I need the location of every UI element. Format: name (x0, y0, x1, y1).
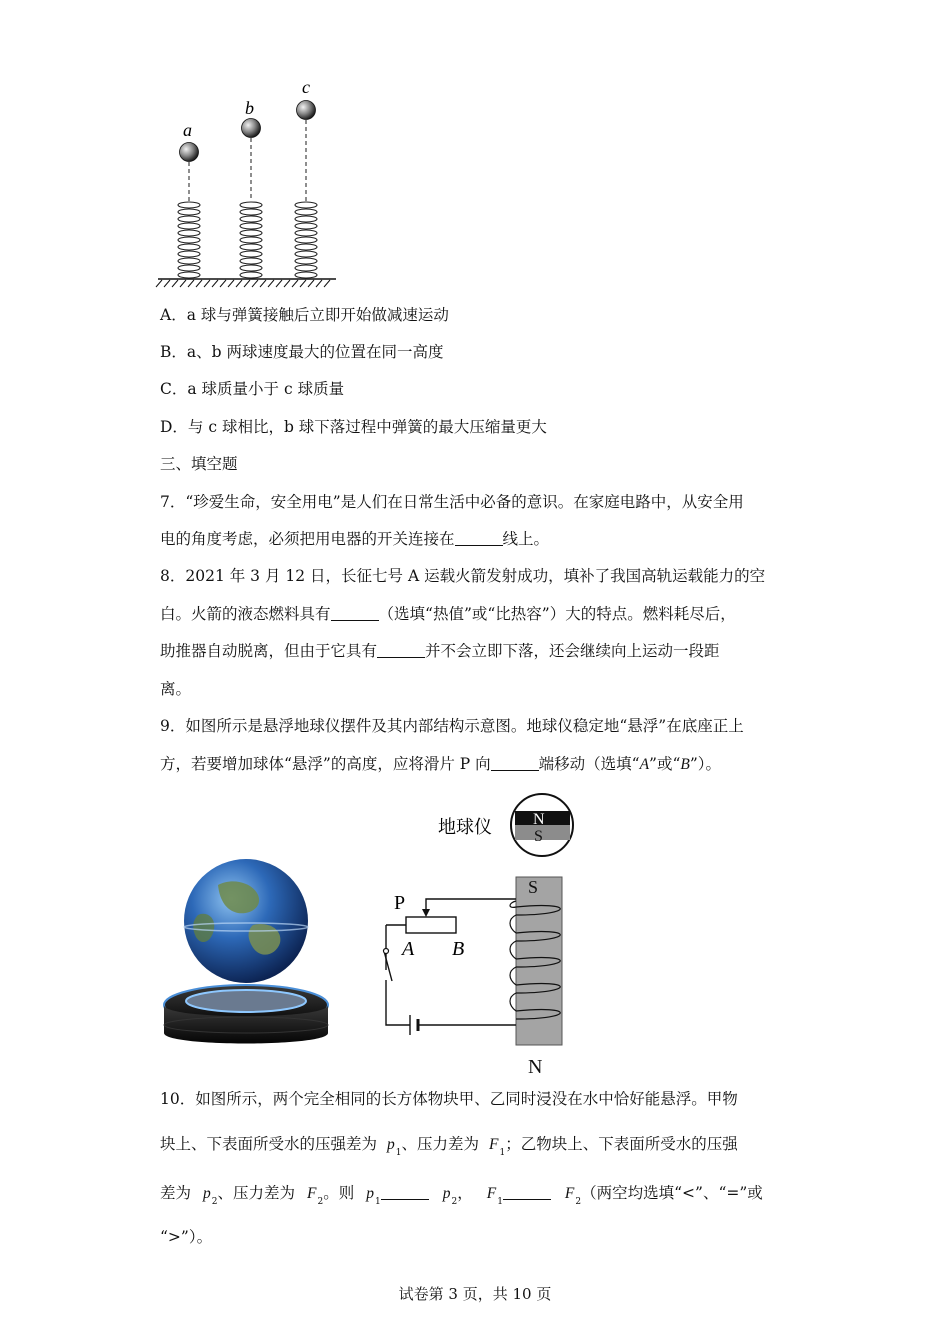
q8-line3 (160, 640, 720, 662)
q9-option-b: B (680, 756, 690, 773)
q10-sub-2b: 2 (317, 1197, 324, 1207)
q8-text-b: （选填“热值”或“比热容”）大的特点。燃料耗尽后， (378, 605, 736, 623)
q10-line3 (160, 1182, 763, 1213)
q10-blank-1[interactable] (381, 1183, 429, 1200)
spring-c (295, 202, 317, 278)
slider-arrow (422, 909, 430, 917)
q10-sub-1b: 1 (499, 1148, 506, 1158)
q10-line2 (160, 1133, 738, 1164)
q8-text-a: 白。火箭的液态燃料具有 (160, 605, 331, 623)
slider-p-label: P (394, 892, 406, 914)
section-title: 三、填空题 (160, 455, 238, 473)
globe-figure-title: 地球仪 (438, 817, 492, 838)
globe-photo (158, 855, 333, 1055)
q10-var-f1: F (489, 1136, 499, 1153)
end-a-label: A (402, 938, 415, 960)
q9-blank[interactable] (491, 754, 539, 771)
q7-line2 (160, 528, 549, 550)
q7-text-a: 电的角度考虑，必须把用电器的开关连接在 (160, 530, 455, 548)
q10-var-p1b: p (366, 1185, 374, 1202)
q10-sub-1d: 1 (497, 1197, 503, 1207)
q8-text-d: 并不会立即下落，还会继续向上运动一段距 (425, 642, 720, 660)
q9-line2 (160, 753, 721, 776)
q10-text-e: 、压力差为 (217, 1184, 296, 1202)
q10-text-a: 块上、下表面所受水的压强差为 (160, 1135, 378, 1153)
label-a: a (183, 120, 192, 140)
ball-c (297, 101, 316, 120)
q10-var-f2b: F (564, 1185, 575, 1202)
q10-var-f1b: F (486, 1185, 497, 1202)
q9-text-c: ”）。 (689, 755, 722, 773)
ball-b (242, 119, 261, 138)
q10-var-f2: F (307, 1185, 317, 1202)
q8-blank-2[interactable] (377, 641, 425, 658)
q6-option-b: B．a、b 两球速度最大的位置在同一高度 (160, 343, 444, 361)
q6-option-c: C．a 球质量小于 c 球质量 (160, 380, 345, 398)
q8-blank-1[interactable] (331, 604, 379, 621)
coil-top-label: S (528, 877, 539, 897)
page-footer: 试卷第 3 页，共 10 页 (398, 1285, 552, 1303)
magnet-s-label: S (534, 828, 543, 845)
q10-var-p2b: p (442, 1185, 451, 1202)
magnet-n-label: N (533, 811, 545, 828)
spring-b (240, 202, 262, 278)
q6-option-a: A．a 球与弹簧接触后立即开始做减速运动 (160, 306, 449, 324)
q9-line1: 9．如图所示是悬浮地球仪摆件及其内部结构示意图。地球仪稳定地“悬浮”在底座正上 (160, 717, 744, 735)
q8-line1: 8．2021 年 3 月 12 日，长征七号 A 运载火箭发射成功，填补了我国高轨运载能力的空 (160, 567, 766, 585)
q8-line4: 离。 (160, 680, 192, 698)
q9-text-a: 方，若要增加球体“悬浮”的高度，应将滑片 P 向 (160, 755, 491, 773)
q10-text-c: ；乙物块上、下表面所受水的压强 (505, 1135, 738, 1153)
q9-text-mid: ”或“ (649, 755, 681, 773)
q10-sub-1: 1 (395, 1148, 402, 1158)
q10-text-g: （两空均选填“<”、“=”或 (581, 1184, 763, 1202)
ball-a (180, 143, 199, 162)
q10-text-d: 差为 (160, 1184, 192, 1202)
electromagnet-core (516, 877, 562, 1045)
q7-text-b: 线上。 (502, 530, 550, 548)
end-b-label: B (452, 938, 465, 960)
q10-blank-2[interactable] (503, 1183, 551, 1200)
q10-text-b: 、压力差为 (401, 1135, 480, 1153)
q10-line1: 10．如图所示，两个完全相同的长方体物块甲、乙同时浸没在水中恰好能悬浮。甲物 (160, 1090, 738, 1108)
q10-text-f: 。则 (323, 1184, 355, 1202)
q8-line2 (160, 603, 736, 625)
q10-comma: ， (457, 1184, 473, 1202)
q6-option-d: D．与 c 球相比，b 球下落过程中弹簧的最大压缩量更大 (160, 418, 547, 436)
q9-option-a: A (639, 756, 650, 773)
q10-var-p1: p (387, 1136, 395, 1153)
q10-sub-1c: 1 (374, 1197, 381, 1207)
q10-sub-2d: 2 (575, 1197, 582, 1207)
label-b: b (245, 98, 254, 118)
springs-figure (150, 75, 350, 295)
q9-text-b: 端移动（选填“ (538, 755, 640, 773)
q7-line1: 7．“珍爱生命，安全用电”是人们在日常生活中必备的意识。在家庭电路中，从安全用 (160, 493, 744, 511)
q10-sub-2c: 2 (451, 1197, 458, 1207)
q10-sub-2: 2 (211, 1197, 218, 1207)
rheostat (406, 917, 456, 933)
spring-a (178, 202, 200, 278)
q10-line4: “>”）。 (160, 1228, 213, 1246)
circuit-diagram (370, 785, 610, 1085)
q8-text-c: 助推器自动脱离，但由于它具有 (160, 642, 378, 660)
label-c: c (302, 77, 310, 97)
coil-bottom-label: N (528, 1056, 543, 1078)
q10-var-p2: p (203, 1185, 211, 1202)
q7-blank[interactable] (455, 529, 503, 546)
